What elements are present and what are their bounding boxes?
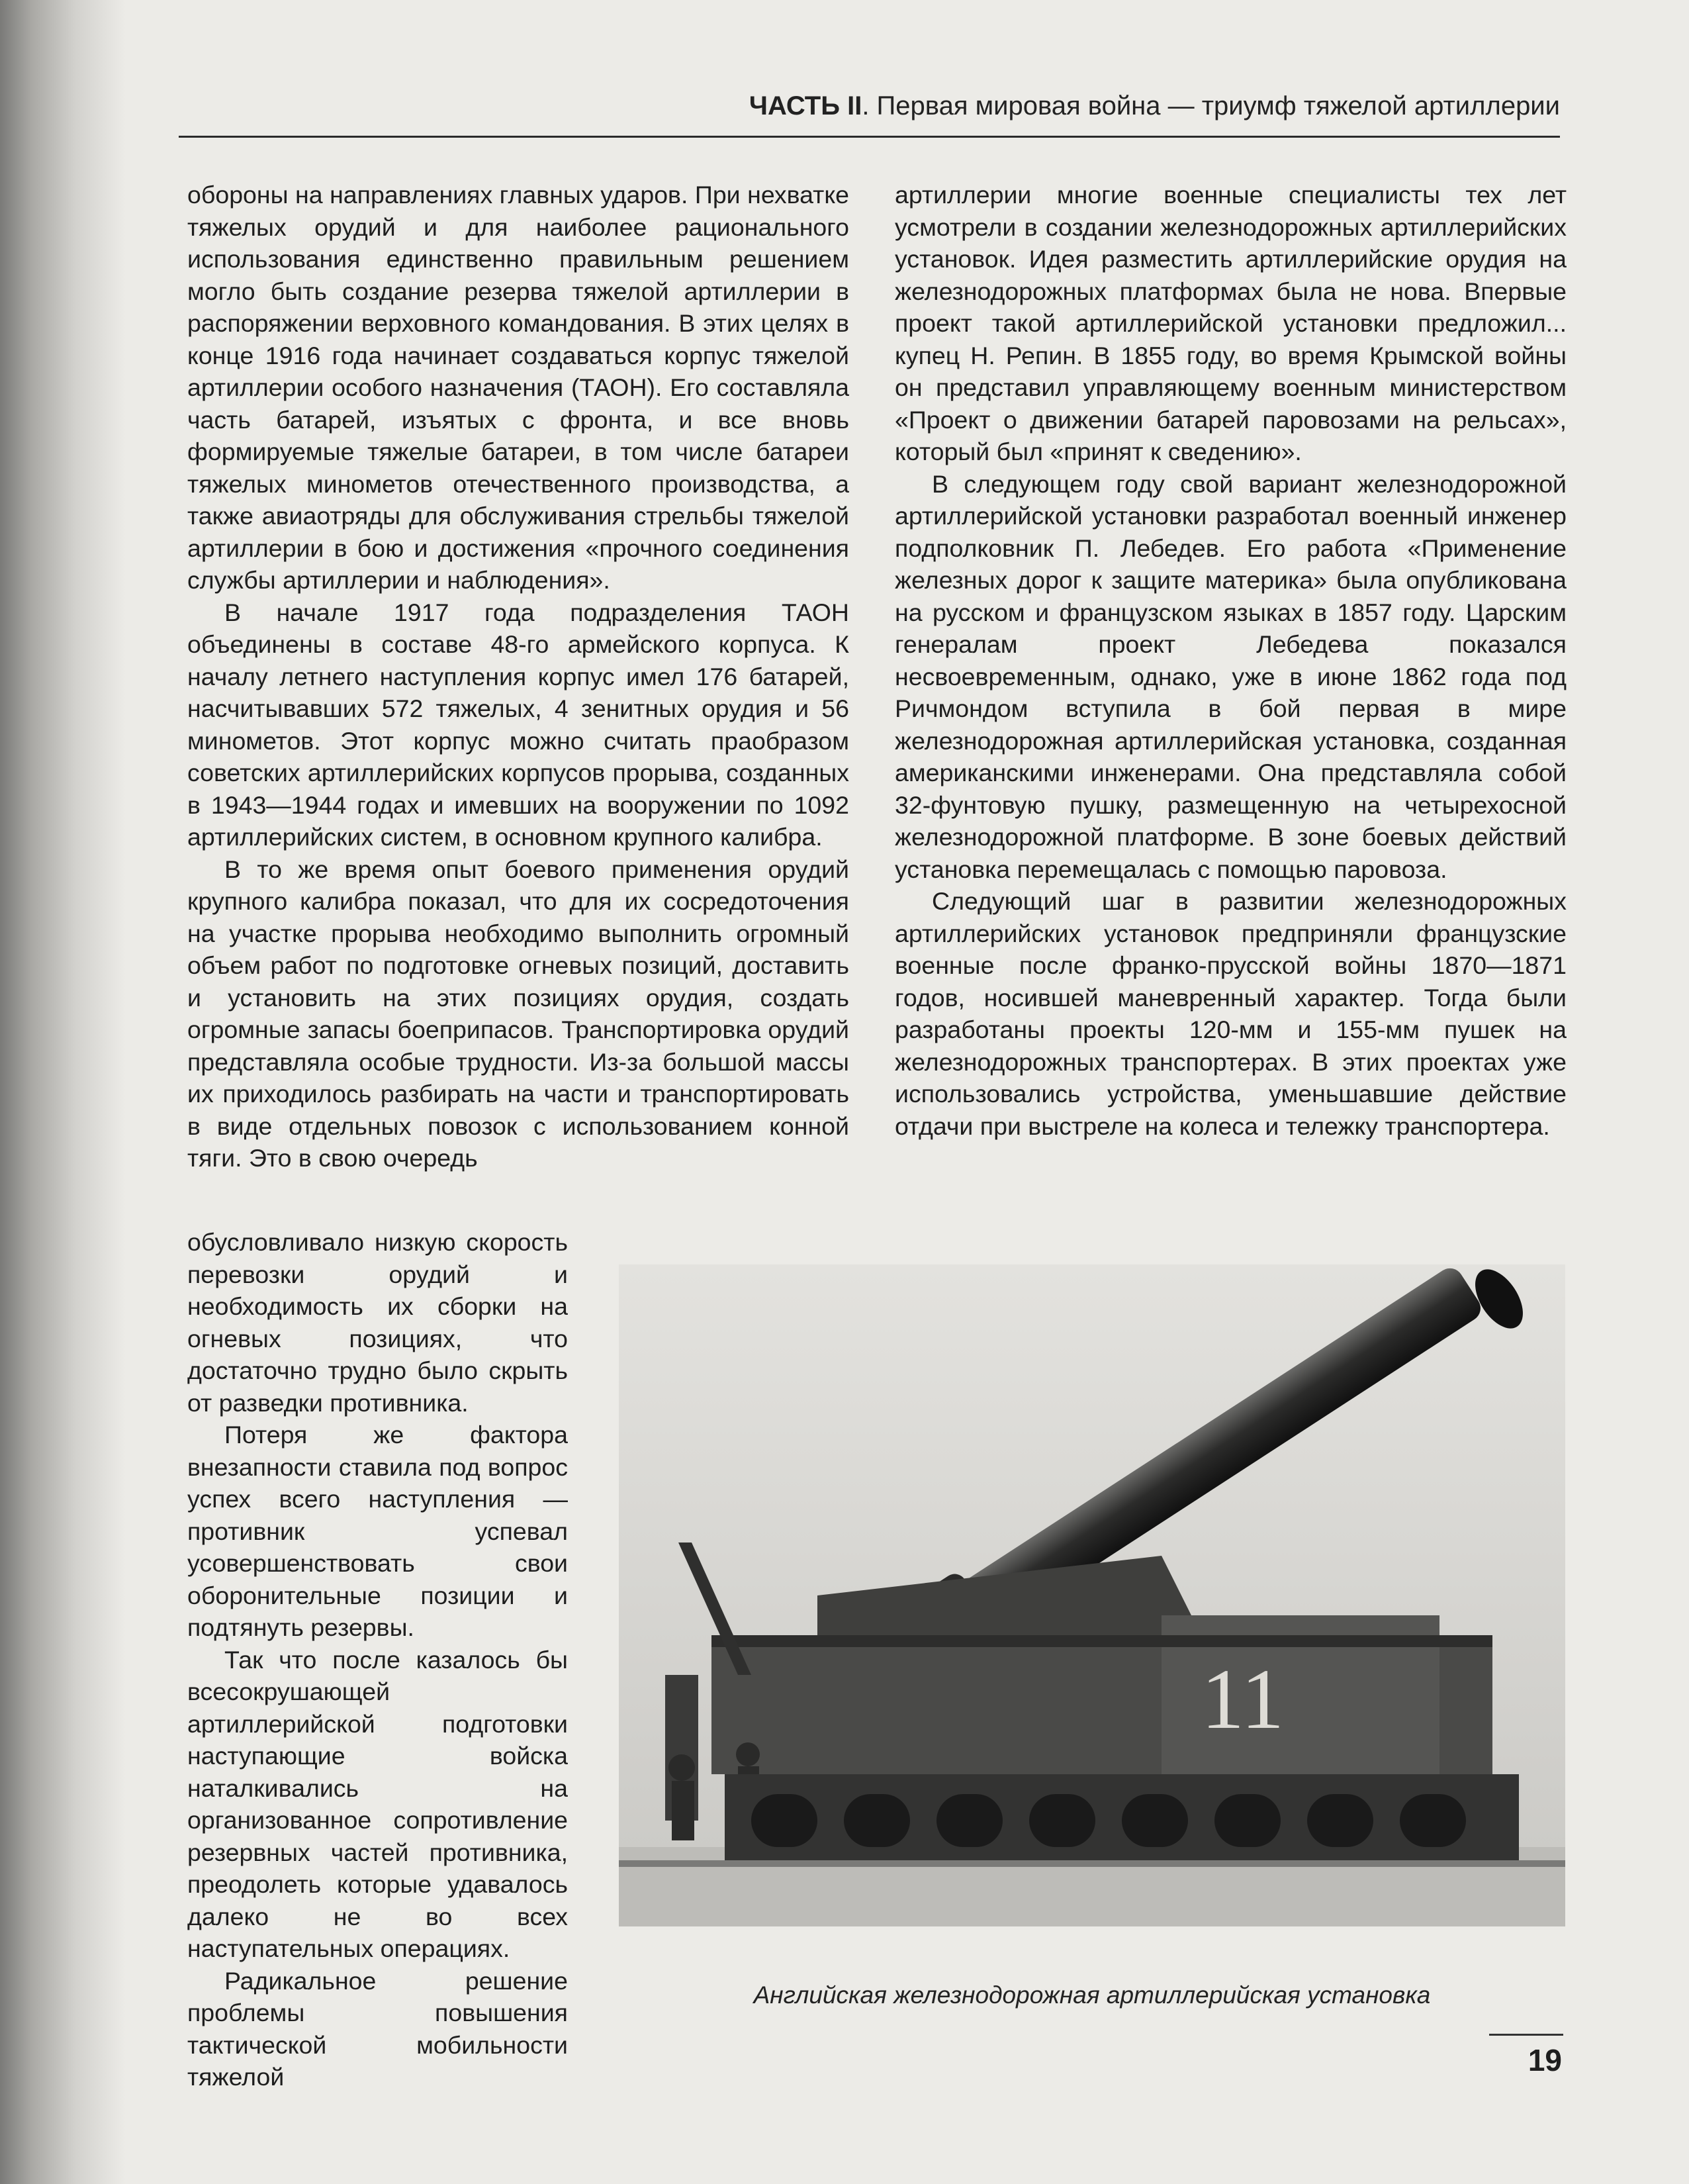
paragraph: В начале 1917 года подразделения ТАОН объединены в составе 48-го армейского корпуса. К началу летнего наступления корпус имел 176 батарей, насчитывавших 572 тяжелых, 4 зенитных орудия и 56 минометов. Этот корпус можно считать праобразом советских артиллерийских корпусов прорыва, созданных в 1943—1944 годах и имевших на вооружении по 1092 артиллерийских систем, в основном крупного калибра.: [187, 598, 849, 851]
footer-rule: [1489, 2034, 1563, 2036]
running-header: [179, 91, 1560, 138]
paragraph: В следующем году свой вариант железнодорожной артиллерийской установки разработал военный инженер подполковник П. Лебедев. Его работа «Применение железных дорог к защите материка» была опубликована на русском и французском языках в 1857 году. Царским генералам проект Лебедева показался несвоевременным, однако, уже в июне 1862 года под Ричмондом вступила в бой первая в мире железнодорожная артиллерийская установка, созданная американскими инженерами. Она представляла собой 32-фунтовую пушку, размещенную на четырехосной железнодорожной платформе. В зоне боевых действий установка перемещалась с помощью паровоза.: [895, 469, 1567, 883]
paragraph: Следующий шаг в развитии железнодорожных артиллерийских установок предприняли французские военные после франко-прусской войны 1870—1871 годов, носившей маневренный характер. Тогда были разработаны проекты 120-мм и 155-мм пушек на железнодорожных транспортерах. В этих проектах уже использовались устройства, уменьшавшие действие отдачи при выстреле на колеса и тележку транспортера.: [895, 887, 1567, 1140]
page-number: 19: [1528, 2043, 1562, 2077]
gun-number: 11: [1201, 1652, 1285, 1747]
left-column: [187, 179, 849, 1174]
paragraph: обороны на направлениях главных ударов. При нехватке тяжелых орудий и для наиболее рационального использования единственно правильным решением могло быть создание резерва тяжелой артиллерии в распоряжении верховного командования. В этих целях в конце 1916 года начинает создаваться корпус тяжелой артиллерии особого назначения (ТАОН). Его составляла часть батарей, изъятых с фронта, и все вновь формируемые тяжелые батареи, в том числе батареи тяжелых минометов отечественного производства, а также авиаотряды для обслуживания стрельбы тяжелой артиллерии в бою и достижения «прочного соединения службы артиллерии и наблюдения».: [187, 181, 849, 594]
paragraph: Так что после казалось бы всесокрушающей артиллерийской подготовки наступающие войска наталкивались на организованное сопротивление резервных частей противника, преодолеть которые удавалось далеко не во всех наступательных операциях.: [187, 1645, 568, 1962]
narrow-column: [187, 1226, 568, 2093]
header-part-label: ЧАСТЬ II: [749, 91, 862, 120]
paragraph: артиллерии многие военные специалисты тех лет усмотрели в создании железнодорожных артиллерийских установок. Идея разместить артиллерийские орудия на железнодорожных платформах была не нова. Впервые проект такой артиллерийской установки предложил... купец Н. Репин. В 1855 году, во время Крымской войны он представил управляющему военным министерством «Проект о движении батарей паровозами на рельсах», который был «принят к сведению».: [895, 181, 1567, 465]
paragraph: Радикальное решение проблемы повышения тактической мобильности тяжелой: [187, 1966, 568, 2091]
paragraph: Потеря же фактора внезапности ставила под вопрос успех всего наступления — противник успевал усовершенствовать свои оборонительные позиции и подтянуть резервы.: [187, 1421, 568, 1641]
header-rule: [179, 136, 1560, 138]
paragraph: В то же время опыт боевого применения орудий крупного калибра показал, что для их сосредоточения на участке прорыва необходимо выполнить огромный объем работ по подготовке огневых позиций, доставить и установить на этих позициях орудия, создать огромные запасы боеприпасов. Транспортировка орудий представляла особые трудности. Из-за большой массы их приходилось разбирать на части и транспортировать в виде отдельных повозок с использованием конной тяги. Это в свою очередь: [187, 855, 849, 1172]
figure-caption: Английская железнодорожная артиллерийская установка: [753, 1981, 1431, 2009]
book-gutter-shadow: [0, 0, 126, 2184]
right-column: [895, 179, 1567, 1142]
paragraph: обусловливало низкую скорость перевозки орудий и необходимость их сборки на огневых позициях, что достаточно трудно было скрыть от разведки противника.: [187, 1228, 568, 1417]
railway-gun-photo: [619, 1264, 1565, 1926]
header-title: . Первая мировая война — триумф тяжелой артиллерии: [862, 91, 1560, 120]
